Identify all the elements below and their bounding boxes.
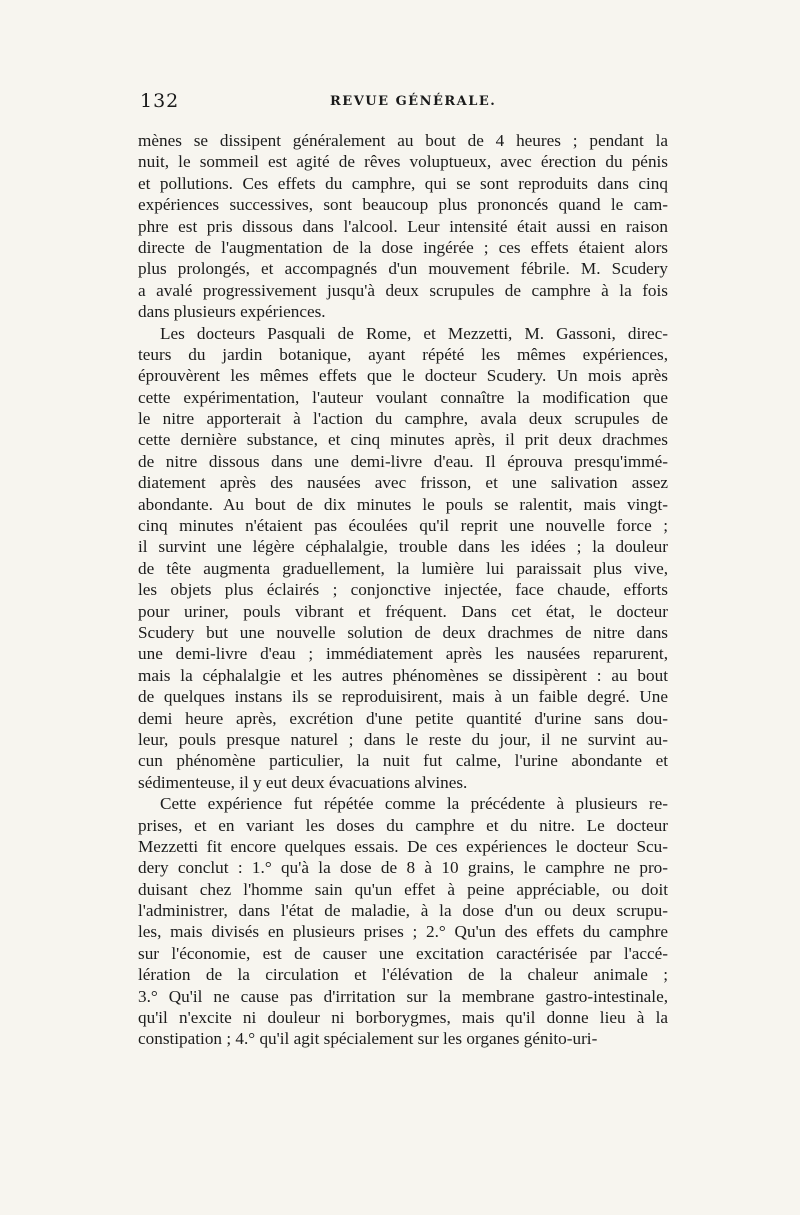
text-line: mènes se dissipent généralement au bout de 4 heures ; pendant la (138, 131, 668, 150)
text-line: demi heure après, excrétion d'une petite quantité d'urine sans dou- (138, 708, 668, 728)
text-line: cette expérimentation, l'auteur voulant connaître la modification que (138, 387, 668, 407)
text-line: teurs du jardin botanique, ayant répété les mêmes expériences, (138, 344, 668, 364)
text-line: directe de l'augmentation de la dose ingérée ; ces effets étaient alors (138, 237, 668, 257)
text-line: éprouvèrent les mêmes effets que le docteur Scudery. Un mois après (138, 366, 668, 386)
body-text (138, 130, 668, 1050)
text-line: et pollutions. Ces effets du camphre, qui se sont reproduits dans cinq (138, 173, 668, 193)
text-line: cun phénomène particulier, la nuit fut calme, l'urine abondante et (138, 751, 668, 771)
text-line: qu'il n'excite ni douleur ni borborygmes, mais qu'il donne lieu à la (138, 1008, 668, 1028)
paragraph (138, 323, 668, 794)
text-line: cinq minutes n'étaient pas écoulées qu'il reprit une nouvelle force ; (138, 516, 668, 536)
text-line: diatement après des nausées avec frisson, et une salivation assez (138, 473, 668, 493)
text-line: phre est pris dissous dans l'alcool. Leur intensité était aussi en raison (138, 216, 668, 236)
text-line: prises, et en variant les doses du camphre et du nitre. Le docteur (138, 815, 668, 835)
text-line: Les docteurs Pasquali de Rome, et Mezzetti, M. Gassoni, direc- (160, 323, 668, 343)
text-line: a avalé progressivement jusqu'à deux scrupules de camphre à la fois (138, 280, 668, 300)
text-line: Scudery but une nouvelle solution de deux drachmes de nitre dans (138, 622, 668, 642)
text-line: leur, pouls presque naturel ; dans le reste du jour, il ne survint au- (138, 729, 668, 749)
text-line: nuit, le sommeil est agité de rêves voluptueux, avec érection du pénis (138, 152, 668, 172)
text-line: il survint une légère céphalalgie, trouble dans les idées ; la douleur (138, 537, 668, 557)
text-line: dans plusieurs expériences. (138, 302, 326, 322)
text-line: dery conclut : 1.° qu'à la dose de 8 à 10 grains, le camphre ne pro- (138, 858, 668, 878)
text-line: Cette expérience fut répétée comme la précédente à plusieurs re- (160, 794, 668, 814)
text-line: 3.° Qu'il ne cause pas d'irritation sur la membrane gastro-intestinale, (138, 986, 668, 1006)
paragraph (138, 793, 668, 1050)
text-line: lération de la circulation et l'élévation de la chaleur animale ; (138, 965, 668, 985)
text-line: une demi-livre d'eau ; immédiatement après les nausées reparurent, (138, 644, 668, 664)
page-number: 132 (140, 90, 180, 112)
text-line: sur l'économie, est de causer une excitation caractérisée par l'accé- (138, 943, 668, 963)
text-line: de tête augmenta graduellement, la lumière lui paraissait plus vive, (138, 558, 668, 578)
text-line: de quelques instans ils se reproduisirent, mais à un faible degré. Une (138, 687, 668, 707)
text-line: Mezzetti fit encore quelques essais. De ces expériences le docteur Scu- (138, 836, 668, 856)
text-line: pour uriner, pouls vibrant et fréquent. Dans cet état, le docteur (138, 601, 668, 621)
text-line: sédimenteuse, il y eut deux évacuations alvines. (138, 772, 468, 792)
text-line: constipation ; 4.° qu'il agit spécialement sur les organes génito-uri- (138, 1029, 598, 1049)
page-header (140, 90, 670, 120)
text-line: abondante. Au bout de dix minutes le pouls se ralentit, mais vingt- (138, 494, 668, 514)
text-line: le nitre apporterait à l'action du camphre, avala deux scrupules de (138, 409, 668, 429)
running-title: REVUE GÉNÉRALE. (330, 94, 497, 109)
text-line: les objets plus éclairés ; conjonctive injectée, face chaude, efforts (138, 580, 668, 600)
text-line: les, mais divisés en plusieurs prises ; 2.° Qu'un des effets du camphre (138, 922, 668, 942)
paragraph (138, 130, 668, 323)
text-line: de nitre dissous dans une demi-livre d'eau. Il éprouva presqu'immé- (138, 451, 668, 471)
text-line: expériences successives, sont beaucoup plus prononcés quand le cam- (138, 195, 668, 215)
text-line: duisant chez l'homme sain qu'un effet à peine appréciable, ou doit (138, 879, 668, 899)
text-line: cette dernière substance, et cinq minutes après, il prit deux drachmes (138, 430, 668, 450)
text-line: plus prolongés, et accompagnés d'un mouvement fébrile. M. Scudery (138, 259, 668, 279)
text-line: l'administrer, dans l'état de maladie, à la dose d'un ou deux scrupu- (138, 901, 668, 921)
text-line: mais la céphalalgie et les autres phénomènes se dissipèrent : au bout (138, 665, 668, 685)
